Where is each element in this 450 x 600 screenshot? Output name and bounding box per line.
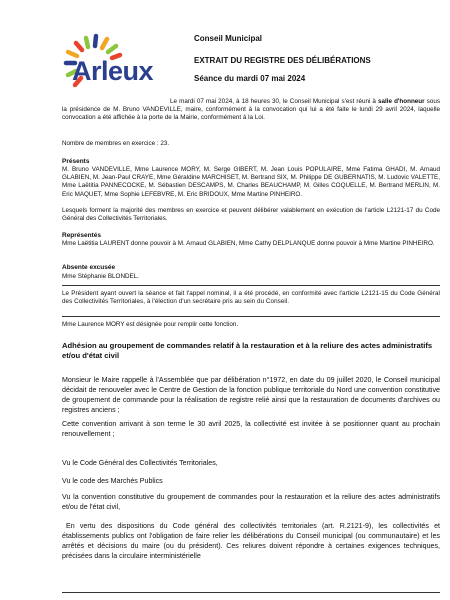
presents-heading: Présents [62,158,90,165]
paragraph-cgct: Vu le Code Général des Collectivités Territoriales, [62,459,218,467]
logo-wordmark: Arleux [72,56,154,86]
paragraph-marches: Vu le code des Marchés Publics [62,477,163,485]
secretary-election: Le Président ayant ouvert la séance et fait l'appel nominal, il a été procédé, en conformité avec l'article L2121-15 du Code Général des Collectivités Territoriales, à l'élection d'un secrétaire pris au sein du Conseil. [62,290,440,306]
paragraph-convention: Vu la convention constitutive du groupement de commandes pour la restauration et la reliure des actes administratifs et/ou de l'état civil, [62,493,440,511]
presents-list: M. Bruno VANDEVILLE, Mme Laurence MORY, M. Serge GIBERT, M. Jean Louis POPULAIRE, Mme Fatima GHADI, M. Arnaud GLABIEN, M. Jean-Paul CRAYE, Mme Géraldine MARCHISET, M. Bertrand SIX, M. Philippe DE GUBERNATIS, M. Ludovic VALETTE, Mme Laëtitia PANNECOCKE, M. Sébastien DESCAMPS, M. Charles BEAUCHAMP, M. Gilles COQUELLE, M. Bertrand MERLIN, M. Eric MAQUET, Mme Sophie LEFEBVRE, M. Eric BRIDOUX, Mme Martine PINHEIRO. [62,166,440,198]
paragraph-dispositions: En vertu des dispositions du Code général des collectivités territoriales (art. R.2121-9), les collectivités et établissements publics ont l'obligation de faire relier les délibérations du Conseil municipal (ou communautaire) et les arrêtés et décisions du maire (ou du président). Ces reliures doivent répondre à certaines exigences techniques, précisées dans la circulaire interministérielle [62,522,440,560]
document-header [194,34,434,84]
paragraph-recall: Monsieur le Maire rappelle à l'Assemblée que par délibération n°1972, en date du 09 juillet 2020, le Conseil municipal décidait de renouveler avec le Centre de Gestion de la fonction publique territoriale du Nord une convention constitutive de groupement de commande pour la réalisation de registre relié ainsi que la restauration de documents d'archives ou registres anciens ; [62,376,440,414]
secretary-designated: Mme Laurence MORY est désignée pour remplir cette fonction. [62,321,239,328]
intro-text-2: sous la présidence de M. Bruno VANDEVILLE, maire, conformément à la convocation qui lui a été faite le lundi 29 avril 2024, laquelle convocation a été affichée à la porte de la Mairie, conformément à la Loi. [62,98,440,122]
deliberation-title: Adhésion au groupement de commandes relatif à la restauration et à la reliure des actes administratifs et/ou d'état civil [62,341,433,360]
register-title: EXTRAIT DU REGISTRE DES DÉLIBÉRATIONS [194,56,371,65]
excused-text: Mme Stéphanie BLONDEL. [62,273,139,280]
logo [60,30,175,92]
represented-text: Mme Laëtitia LAURENT donne pouvoir à M. Arnaud GLABIEN, Mme Cathy DELPLANQUE donne pouvoir à Mme Martine PINHEIRO. [62,240,435,247]
session-date: Séance du mardi 07 mai 2024 [194,74,306,83]
council-title: Conseil Municipal [194,34,263,43]
paragraph-term: Cette convention arrivant à son terme le 30 avril 2025, la collectivité est invitée à se positionner quant au prochain renouvellement ; [62,420,440,438]
divider [62,285,440,286]
members-count: Nombre de membres en exercice : 23. [62,140,170,147]
excused-heading: Absente excusée [62,264,116,271]
divider [62,316,440,317]
intro-text-1: Le mardi 07 mai 2024, à 18 heures 30, le Conseil Municipal s'est réuni à [170,98,378,105]
footer-divider [62,592,440,593]
represented-heading: Représentés [62,232,102,239]
quorum-text: Lesquels forment la majorité des membres en exercice et peuvent délibérer valablement en exécution de l'article L2121-17 du Code Général des Collectivités Territoriales. [62,207,440,223]
meeting-intro [62,98,440,123]
meeting-place: salle d'honneur [378,98,425,105]
